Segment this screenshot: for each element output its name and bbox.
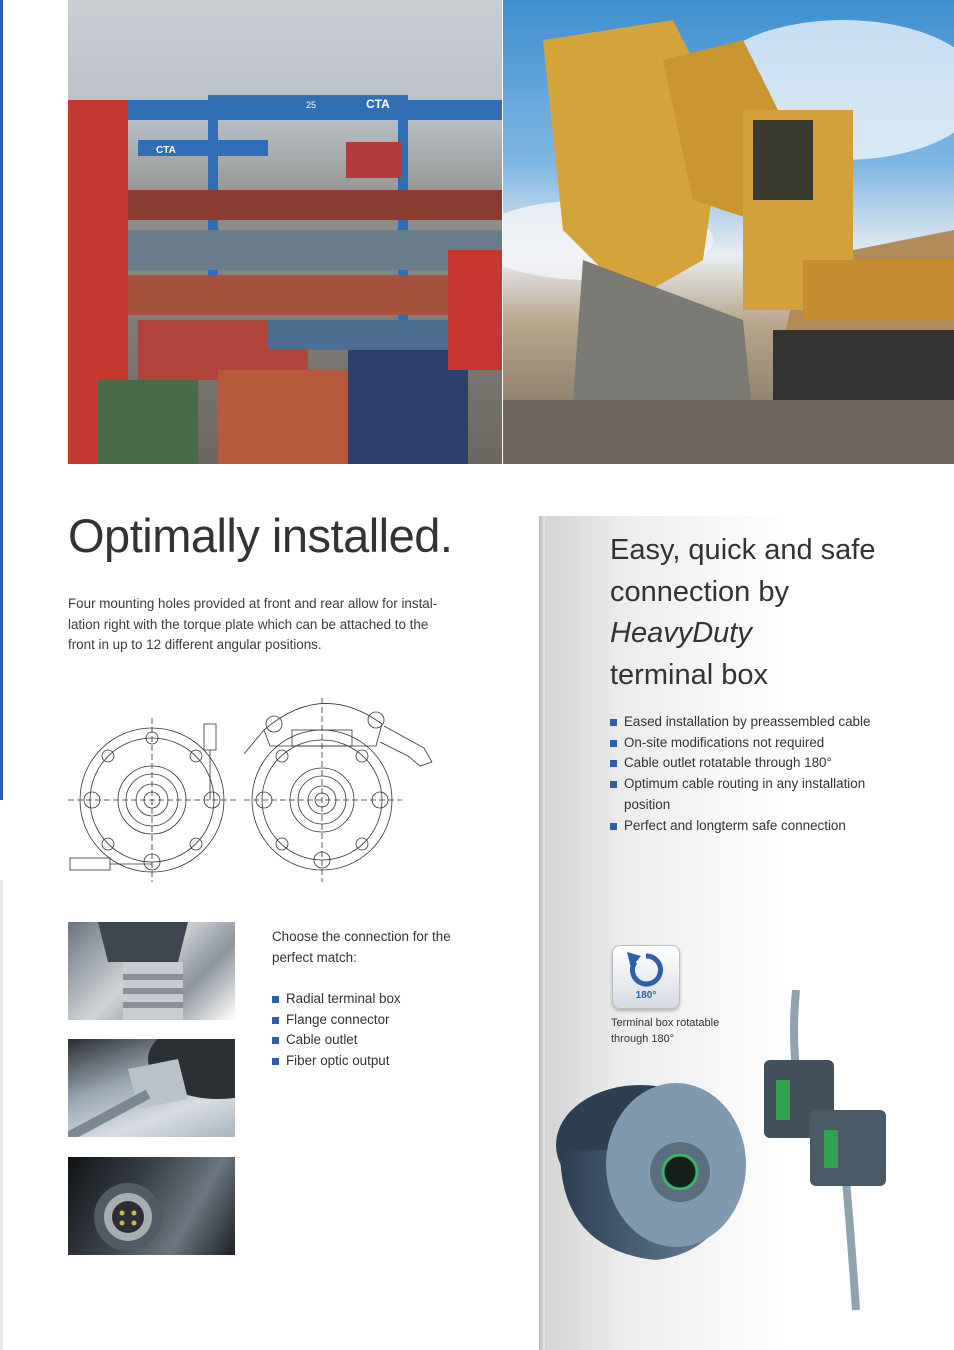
torque-plate-drawings — [64, 690, 444, 885]
panel-title-line-4: terminal box — [610, 658, 768, 691]
page-edge-accent — [0, 0, 3, 800]
connection-intro: Choose the connection for the perfect match: — [272, 929, 451, 965]
page-edge-divider — [0, 880, 3, 1350]
list-item: Cable outlet — [272, 1030, 472, 1051]
cable-outlet-photo — [68, 1039, 235, 1137]
port-sign-3: 25 — [306, 100, 317, 110]
connection-options-list — [272, 989, 472, 1072]
list-item: Optimum cable routing in any installation position — [610, 774, 910, 815]
panel-shadow — [539, 516, 545, 1350]
encoder-product-photo — [556, 990, 954, 1350]
flange-connector-photo — [68, 1157, 235, 1255]
rotate-arrow-icon — [613, 946, 679, 992]
list-item: Perfect and longterm safe connection — [610, 816, 910, 837]
list-item: Radial terminal box — [272, 989, 472, 1010]
panel-title — [610, 530, 930, 696]
port-sign-1: CTA — [366, 97, 390, 111]
feature-list — [610, 712, 910, 836]
container-port-photo — [68, 0, 502, 464]
panel-title-line-1: Easy, quick and safe — [610, 534, 876, 566]
list-item: Flange connector — [272, 1010, 472, 1031]
radial-terminal-box-photo — [68, 922, 235, 1020]
mining-excavator-photo — [503, 0, 954, 464]
panel-title-brand: HeavyDuty — [610, 617, 752, 649]
port-sign-2: CTA — [156, 145, 176, 156]
list-item: Fiber optic output — [272, 1051, 472, 1072]
list-item: Eased installation by preassembled cable — [610, 712, 910, 733]
intro-paragraph: Four mounting holes provided at front and rear allow for instal-lation right with the torque plate which can be attached to the front in up to 12 different angular positions. — [68, 596, 438, 653]
list-item: On-site modifications not required — [610, 733, 910, 754]
badge-caption: Terminal box rotatable through 180° — [611, 1017, 720, 1045]
page-title: Optimally installed. — [68, 509, 453, 562]
list-item: Cable outlet rotatable through 180° — [610, 753, 910, 774]
panel-title-line-2: connection by — [610, 575, 789, 608]
badge-label: 180° — [635, 990, 657, 1001]
